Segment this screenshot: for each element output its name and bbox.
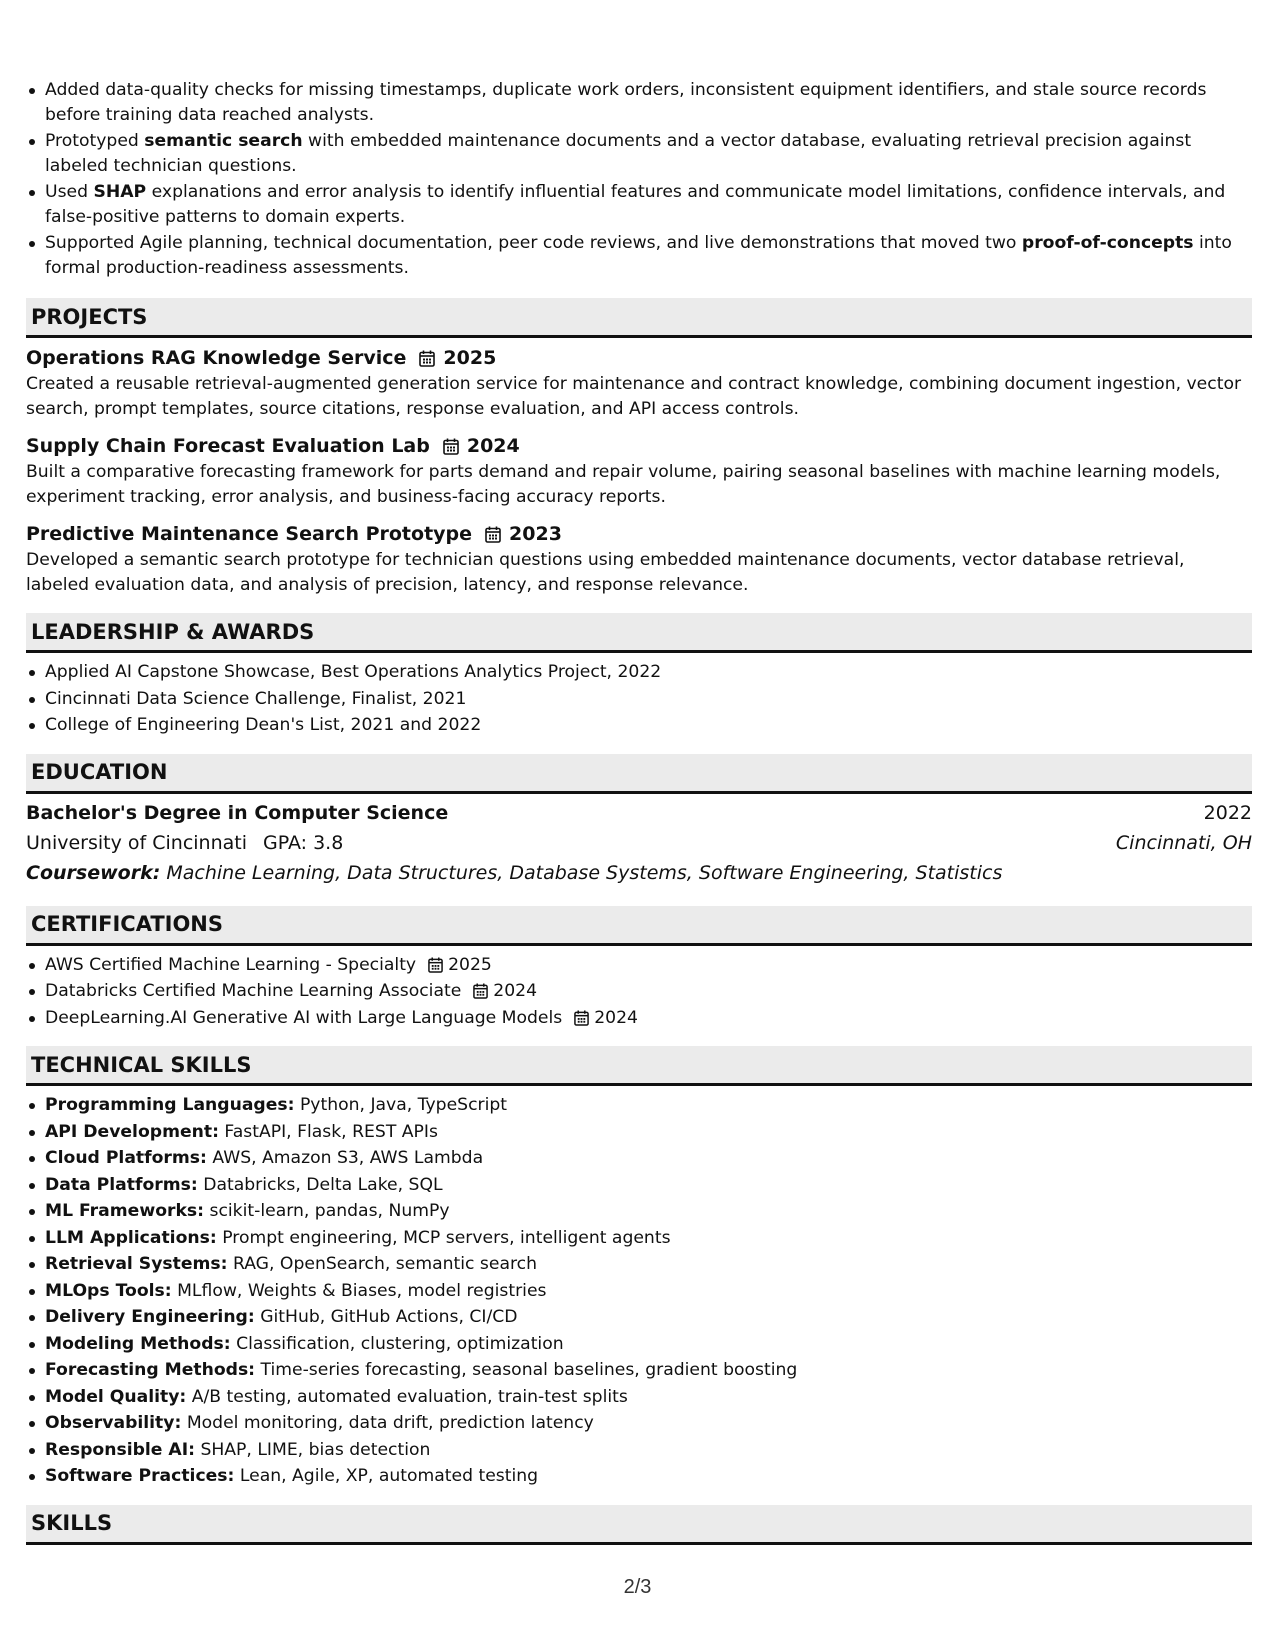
experience-bullet: Prototyped semantic search with embedded maintenance documents and a vector database, evaluating retrieval precision against labeled technician questions.	[26, 129, 1252, 178]
school-location: Cincinnati, OH	[1115, 831, 1252, 854]
skill-label: LLM Applications:	[45, 1227, 217, 1248]
skill-label: Retrieval Systems:	[45, 1254, 228, 1274]
section-header-education: EDUCATION	[26, 754, 1252, 794]
skill-label: Observability:	[45, 1413, 182, 1433]
skill-label: API Development:	[45, 1121, 219, 1142]
list-item	[26, 953, 1252, 978]
skill-value: AWS, Amazon S3, AWS Lambda	[206, 1148, 484, 1168]
education-entry	[26, 798, 1252, 888]
list-item: College of Engineering Dean's List, 2021 and 2022	[26, 713, 1252, 738]
project-description: Built a comparative forecasting framework for parts demand and repair volume, pairing seasonal baselines with machine learning models, experiment tracking, error analysis, and business-facing accuracy reports.	[26, 462, 1221, 507]
skill-label: Forecasting Methods:	[45, 1360, 256, 1380]
skill-item	[26, 1226, 1252, 1251]
skill-item	[26, 1093, 1252, 1118]
list-item: Applied AI Capstone Showcase, Best Operations Analytics Project, 2022	[26, 660, 1252, 685]
section-header-skills: SKILLS	[26, 1505, 1252, 1545]
page-number: 2/3	[623, 1576, 652, 1598]
certification-year: 2024	[594, 1007, 638, 1028]
project-title: Supply Chain Forecast Evaluation Lab	[26, 435, 430, 457]
skill-item	[26, 1199, 1252, 1224]
skill-label: Model Quality:	[45, 1386, 187, 1407]
certification-year: 2024	[493, 981, 538, 1001]
skill-item	[26, 1146, 1252, 1171]
skill-label: Software Practices:	[45, 1466, 235, 1486]
calendar-icon	[428, 957, 443, 973]
certification-year: 2025	[448, 954, 492, 975]
skill-label: MLOps Tools:	[45, 1280, 172, 1301]
skill-item	[26, 1411, 1252, 1436]
skill-value: Databricks, Delta Lake, SQL	[197, 1174, 443, 1195]
project-year: 2025	[443, 347, 497, 369]
skill-item	[26, 1358, 1252, 1383]
experience-bullet: Added data-quality checks for missing timestamps, duplicate work orders, inconsistent equipment identifiers, and stale source records before training data reached analysts.	[26, 78, 1252, 127]
skill-value: RAG, OpenSearch, semantic search	[227, 1254, 538, 1274]
leadership-list	[26, 660, 1252, 738]
calendar-icon	[473, 983, 488, 999]
calendar-icon	[419, 350, 435, 367]
experience-bullet: Used SHAP explanations and error analysis to identify influential features and communicate model limitations, confidence intervals, and false-positive patterns to domain experts.	[26, 180, 1252, 229]
skill-value: Python, Java, TypeScript	[294, 1095, 508, 1115]
skill-item	[26, 1252, 1252, 1277]
skill-label: Data Platforms:	[45, 1174, 198, 1195]
coursework-list: Machine Learning, Data Structures, Database Systems, Software Engineering, Statistics	[166, 861, 1003, 884]
skill-label: Cloud Platforms:	[45, 1148, 207, 1168]
skill-item	[26, 1438, 1252, 1463]
project-year: 2024	[466, 435, 520, 457]
list-item	[26, 1006, 1252, 1031]
certification-name: Databricks Certified Machine Learning Associate	[45, 981, 462, 1001]
skill-value: scikit-learn, pandas, NumPy	[204, 1201, 450, 1221]
certification-name: DeepLearning.AI Generative AI with Large Language Models	[45, 1007, 563, 1028]
technical-skills-list	[26, 1093, 1252, 1489]
project-entry	[26, 435, 1252, 509]
skill-item	[26, 1332, 1252, 1357]
skill-item	[26, 1279, 1252, 1304]
skill-value: SHAP, LIME, bias detection	[195, 1439, 431, 1460]
calendar-icon	[574, 1010, 589, 1026]
section-header-technical-skills: TECHNICAL SKILLS	[26, 1046, 1252, 1086]
skill-item	[26, 1173, 1252, 1198]
experience-bullets	[26, 78, 1252, 280]
skill-value: GitHub, GitHub Actions, CI/CD	[254, 1307, 518, 1327]
degree-title: Bachelor's Degree in Computer Science	[26, 801, 449, 824]
skill-value: Prompt engineering, MCP servers, intelligent agents	[216, 1227, 671, 1248]
gpa: GPA: 3.8	[263, 831, 344, 854]
section-header-leadership: LEADERSHIP & AWARDS	[26, 613, 1252, 653]
list-item: Cincinnati Data Science Challenge, Finalist, 2021	[26, 687, 1252, 712]
skill-label: ML Frameworks:	[45, 1201, 205, 1221]
skill-label: Modeling Methods:	[45, 1333, 231, 1354]
skill-value: A/B testing, automated evaluation, train-test splits	[186, 1386, 628, 1407]
project-description: Developed a semantic search prototype for technician questions using embedded maintenance documents, vector database retrieval, labeled evaluation data, and analysis of precision, latency, and response relevance.	[26, 550, 1185, 595]
project-entry	[26, 347, 1252, 421]
skill-item	[26, 1464, 1252, 1489]
resume-page	[26, 78, 1252, 1545]
project-year: 2023	[509, 523, 562, 545]
coursework-label: Coursework:	[26, 861, 161, 884]
coursework	[26, 858, 1252, 888]
skill-label: Programming Languages:	[45, 1095, 295, 1115]
project-title: Predictive Maintenance Search Prototype	[26, 523, 473, 545]
skill-label: Delivery Engineering:	[45, 1307, 255, 1327]
section-header-certifications: CERTIFICATIONS	[26, 906, 1252, 946]
graduation-year: 2022	[1203, 801, 1252, 824]
project-entry	[26, 523, 1252, 597]
skill-value: Classification, clustering, optimization	[230, 1333, 564, 1354]
section-header-projects: PROJECTS	[26, 298, 1252, 338]
skill-item	[26, 1385, 1252, 1410]
project-title: Operations RAG Knowledge Service	[26, 347, 407, 369]
skill-value: Model monitoring, data drift, prediction latency	[181, 1413, 594, 1433]
skill-value: FastAPI, Flask, REST APIs	[218, 1121, 438, 1142]
school-name: University of Cincinnati	[26, 831, 248, 854]
calendar-icon	[485, 526, 501, 543]
skill-value: Lean, Agile, XP, automated testing	[234, 1466, 539, 1486]
skill-item	[26, 1305, 1252, 1330]
certification-name: AWS Certified Machine Learning - Specialty	[45, 954, 417, 975]
skill-label: Responsible AI:	[45, 1439, 195, 1460]
skill-value: Time-series forecasting, seasonal baselines, gradient boosting	[255, 1360, 798, 1380]
skill-item	[26, 1120, 1252, 1145]
experience-bullet: Supported Agile planning, technical documentation, peer code reviews, and live demonstrations that moved two proof-of-concepts into formal production-readiness assessments.	[26, 231, 1252, 280]
project-description: Created a reusable retrieval-augmented generation service for maintenance and contract knowledge, combining document ingestion, vector search, prompt templates, source citations, response evaluation, and API access controls.	[26, 374, 1242, 419]
list-item	[26, 979, 1252, 1004]
calendar-icon	[443, 438, 459, 455]
skill-value: MLflow, Weights & Biases, model registries	[171, 1280, 547, 1301]
certifications-list	[26, 953, 1252, 1031]
